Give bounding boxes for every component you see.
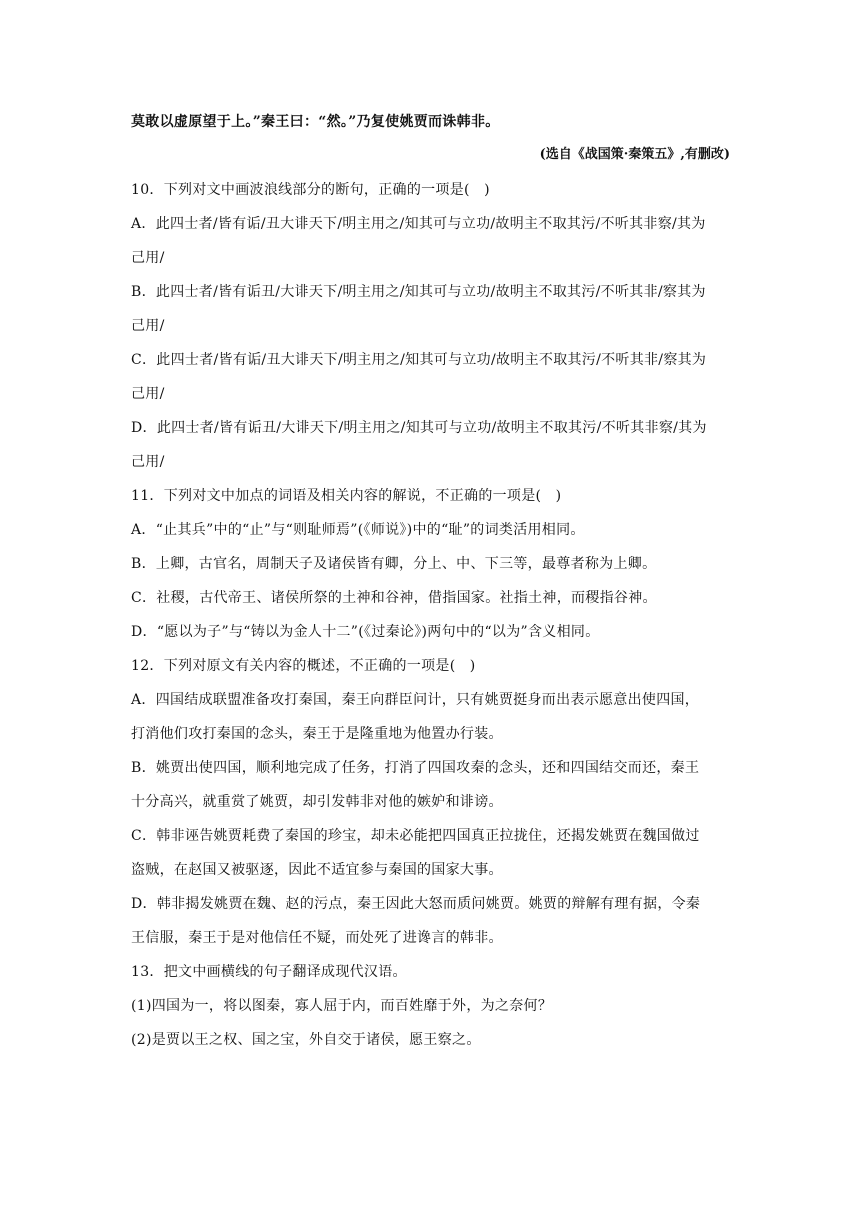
q10-option-d-cont: 己用/	[131, 454, 165, 470]
q10-option-d: D．此四士者/皆有诟丑/大诽天下/明主用之/知其可与立功/故明主不取其污/不听其非察/其为	[131, 420, 707, 436]
q12-option-d: D．韩非揭发姚贾在魏、赵的污点，秦王因此大怒而质问姚贾。姚贾的辩解有理有据，令秦	[131, 896, 701, 912]
q13-stem: 13．把文中画横线的句子翻译成现代汉语。	[131, 964, 407, 980]
q12-option-a: A．四国结成联盟准备攻打秦国，秦王向群臣问计，只有姚贾挺身而出表示愿意出使四国，	[131, 692, 700, 708]
q10-option-c-cont: 己用/	[131, 386, 165, 402]
q12-option-b-cont: 十分高兴，就重赏了姚贾，却引发韩非对他的嫉妒和诽谤。	[131, 794, 503, 810]
q11-option-a: A．“止其兵”中的“止”与“则耻师焉”(《师说》)中的“耻”的词类活用相同。	[131, 522, 585, 538]
q13-sentence-1: (1)四国为一，将以图秦，寡人屈于内，而百姓靡于外，为之奈何？	[131, 998, 553, 1014]
q10-option-b: B．此四士者/皆有诟丑/大诽天下/明主用之/知其可与立功/故明主不取其污/不听其非/察其为	[131, 284, 706, 300]
q10-option-b-cont: 己用/	[131, 318, 165, 334]
source-note: (选自《战国策·秦策五》,有删改)	[539, 147, 730, 162]
q11-stem: 11．下列对文中加点的词语及相关内容的解说，不正确的一项是( )	[131, 488, 562, 504]
q12-option-b: B．姚贾出使四国，顺利地完成了任务，打消了四国攻秦的念头，还和四国结交而还，秦王	[131, 760, 700, 776]
q10-option-a-cont: 己用/	[131, 250, 165, 266]
q12-option-d-cont: 王信服，秦王于是对他信任不疑，而处死了进谗言的韩非。	[131, 930, 503, 946]
q10-option-a: A．此四士者/皆有诟/丑大诽天下/明主用之/知其可与立功/故明主不取其污/不听其非察/其为	[131, 216, 706, 232]
q12-stem: 12．下列对原文有关内容的概述，不正确的一项是( )	[131, 658, 476, 674]
q10-stem: 10．下列对文中画波浪线部分的断句，正确的一项是( )	[131, 182, 490, 198]
q12-option-c-cont: 盗贼，在赵国又被驱逐，因此不适宜参与秦国的国家大事。	[131, 862, 503, 878]
q13-sentence-2: (2)是贾以王之权、国之宝，外自交于诸侯，愿王察之。	[131, 1032, 481, 1048]
q11-option-c: C．社稷，古代帝王、诸侯所祭的土神和谷神，借指国家。社指土神，而稷指谷神。	[131, 590, 657, 606]
q10-option-c: C．此四士者/皆有诟/丑大诽天下/明主用之/知其可与立功/故明主不取其污/不听其非/察其为	[131, 352, 707, 368]
q11-option-b: B．上卿，古官名，周制天子及诸侯皆有卿，分上、中、下三等，最尊者称为上卿。	[131, 556, 657, 572]
q11-option-d: D．“愿以为子”与“铸以为金人十二”(《过秦论》)两句中的“以为”含义相同。	[131, 624, 600, 640]
q12-option-c: C．韩非诬告姚贾耗费了秦国的珍宝，却未必能把四国真正拉拢住，还揭发姚贾在魏国做过	[131, 828, 700, 844]
q12-option-a-cont: 打消他们攻打秦国的念头，秦王于是隆重地为他置办行装。	[131, 726, 503, 742]
passage-end: 莫敢以虚原望于上。”秦王曰：“然。”乃复使姚贾而诛韩非。	[131, 114, 500, 130]
